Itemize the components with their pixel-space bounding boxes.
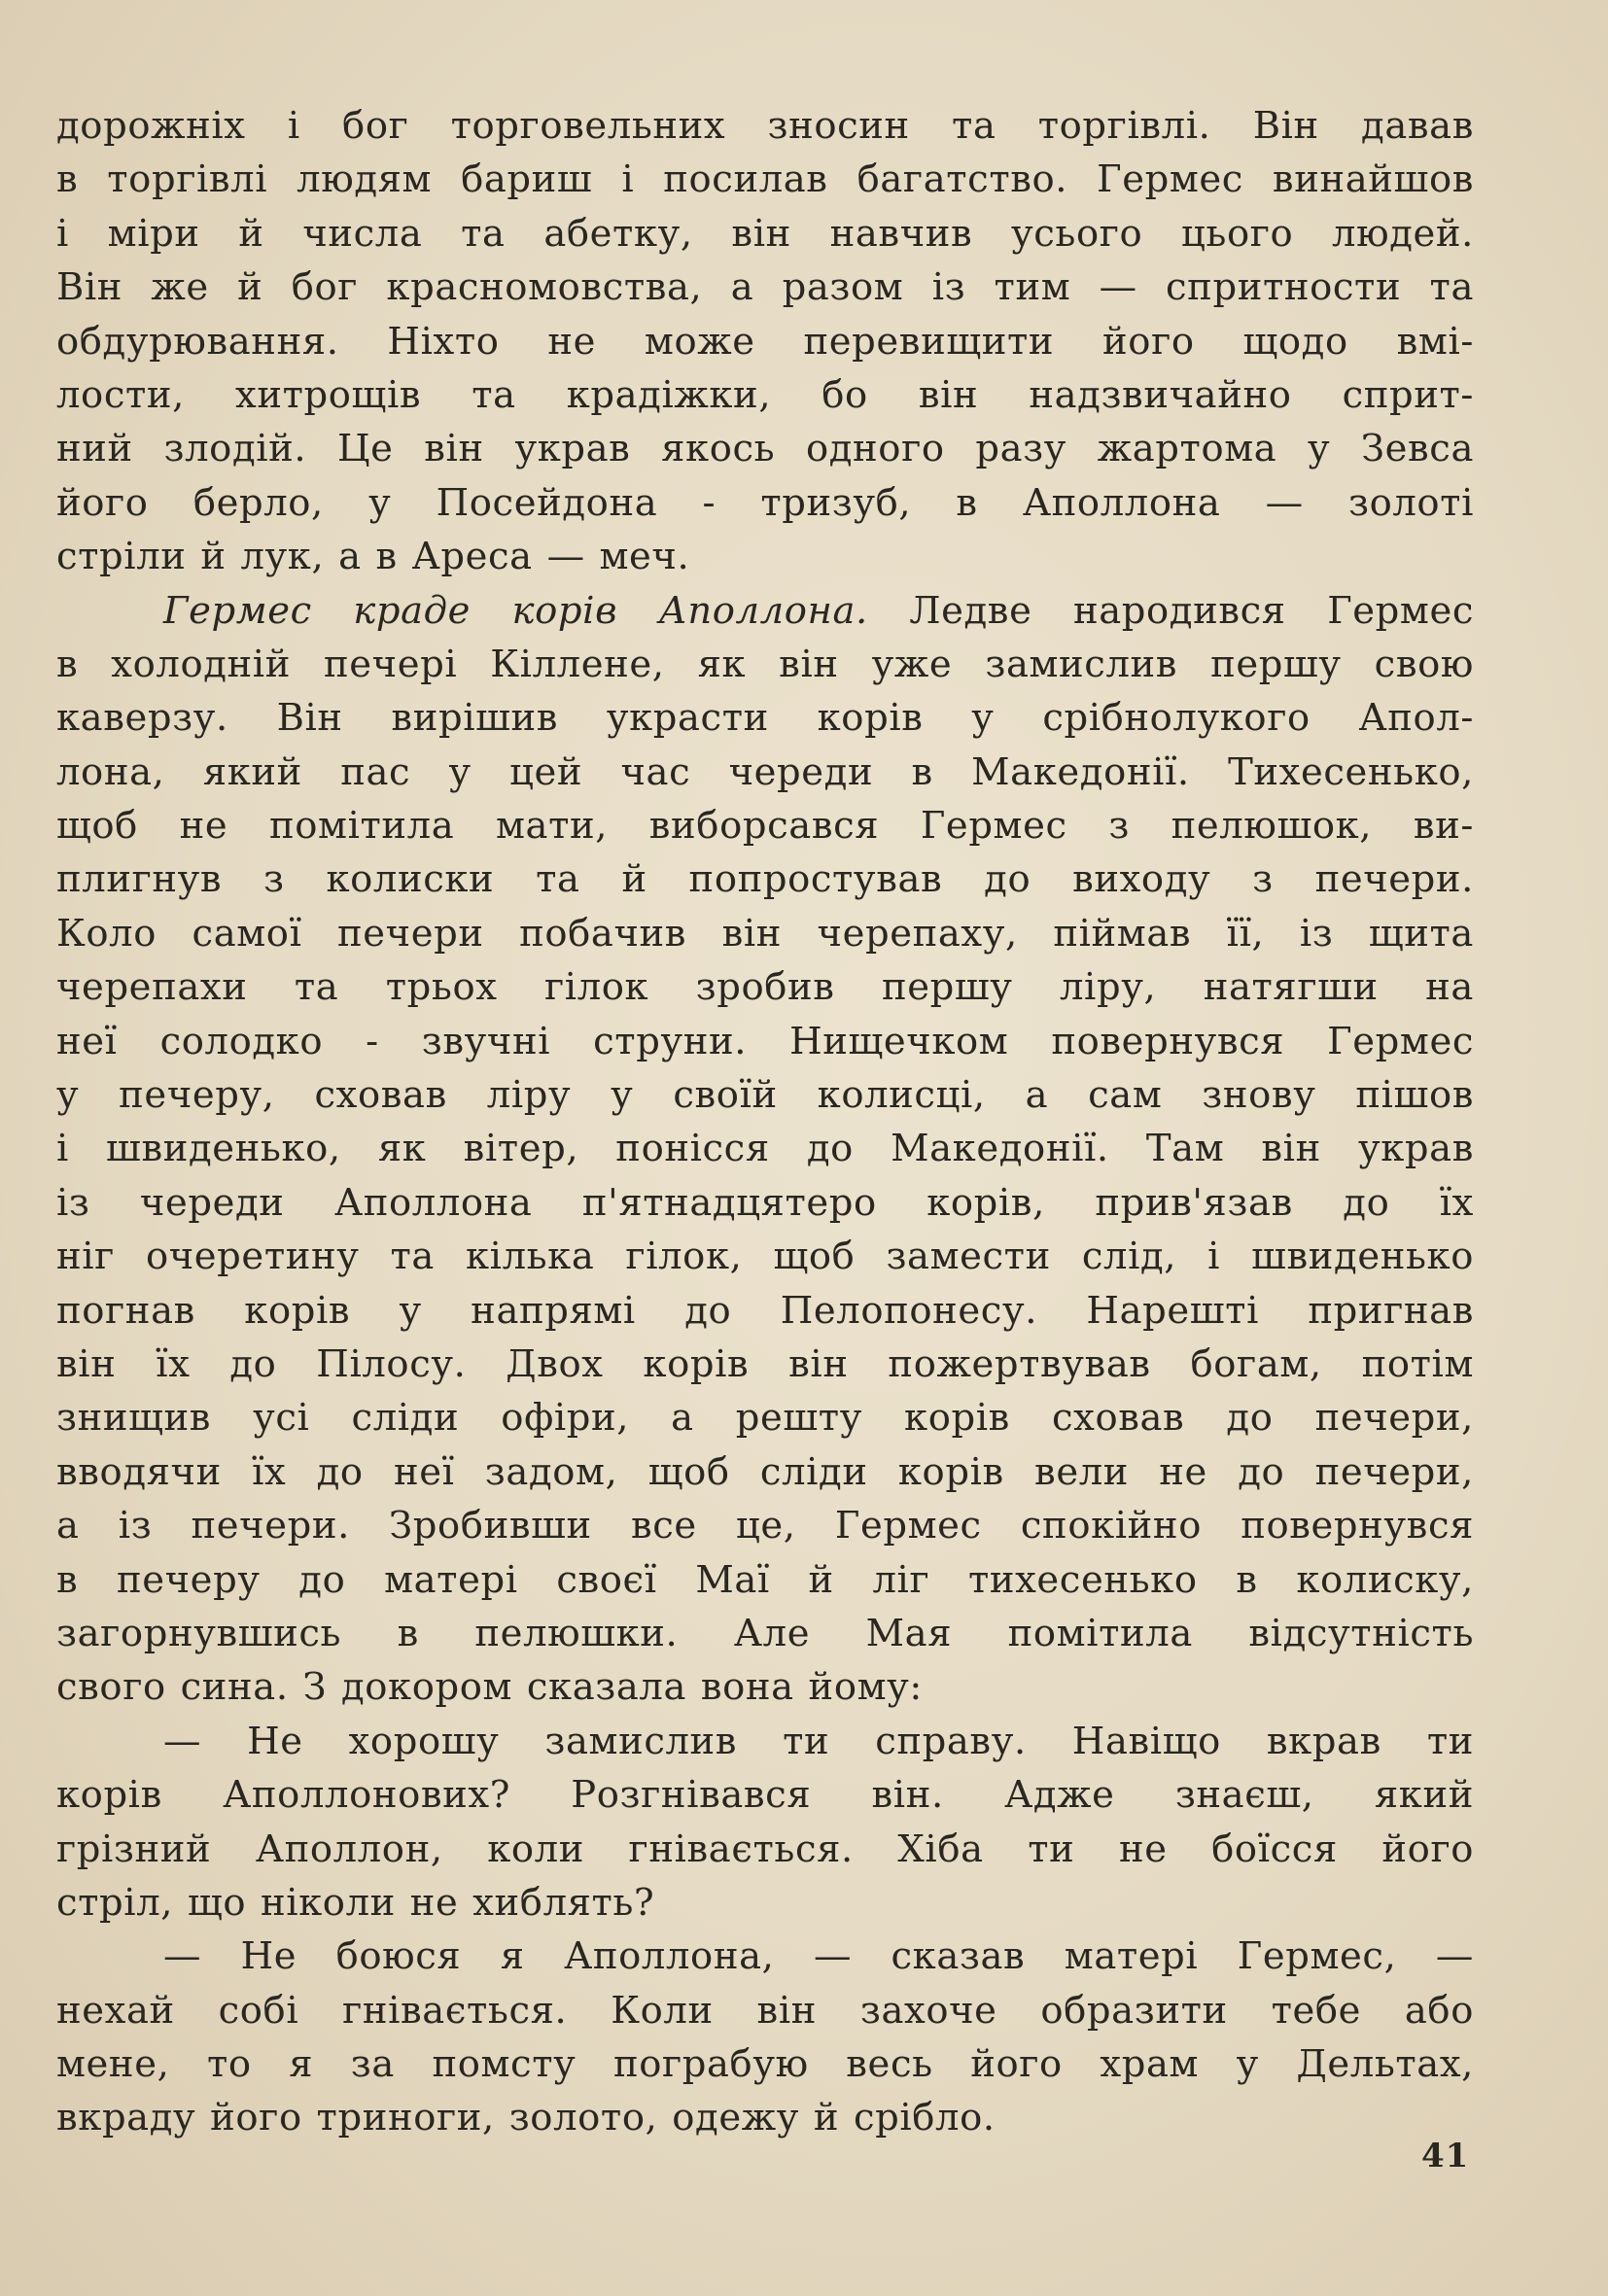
text-line: із череди Аполлона п'ятнадцятеро корів, прив'язав до їх — [56, 1180, 1474, 1225]
section-first-line — [56, 584, 1474, 638]
text-line: Коло самої печери побачив він черепаху, піймав її, із щита — [56, 911, 1474, 956]
text-line: ніг очеретину та кілька гілок, щоб замести слід, і швиденько — [56, 1235, 1474, 1279]
text-line: у печеру, сховав ліру у своїй колисці, а сам знову пішов — [56, 1073, 1474, 1118]
text-line: стріл, що ніколи не хиблять? — [56, 1880, 655, 1925]
section-first-line-rest: Ледве народився Гермес — [909, 588, 1475, 633]
text-line: його берло, у Посейдона - тризуб, в Аполлона — золоті — [56, 480, 1474, 525]
text-line: вводячи їх до неї задом, щоб сліди корів вели не до печери, — [56, 1449, 1474, 1494]
text-line: а із печери. Зробивши все це, Гермес спокійно повернувся — [56, 1504, 1474, 1548]
text-line: погнав корів у напрямі до Пелопонесу. Нарешті пригнав — [56, 1288, 1474, 1333]
section-heading: Гермес краде корів Аполлона. — [163, 588, 868, 633]
text-line: і міри й числа та абетку, він навчив усього цього людей. — [56, 211, 1474, 256]
page-number: 41 — [1421, 2137, 1470, 2175]
text-line: корів Аполлонових? Розгнівався він. Адже знаєш, який — [56, 1773, 1474, 1818]
text-line: ний злодій. Це він украв якось одного разу жартома у Зевса — [56, 427, 1474, 471]
text-line: грізний Аполлон, коли гнівається. Хіба ти не боїсся його — [56, 1826, 1474, 1871]
text-line: щоб не помітила мати, виборсався Гермес з пелюшок, ви- — [56, 804, 1474, 849]
text-line: Він же й бог красномовства, а разом із тим — спритности та — [56, 265, 1474, 310]
text-line: черепахи та трьох гілок зробив першу ліру, натягши на — [56, 965, 1474, 1010]
text-line: мене, то я за помсту пограбую весь його храм у Дельтах, — [56, 2042, 1474, 2087]
text-line: він їх до Пілосу. Двох корів він пожертвував богам, потім — [56, 1341, 1474, 1386]
text-line: і швиденько, як вітер, понісся до Македонії. Там він украв — [56, 1127, 1474, 1171]
text-line: нехай собі гнівається. Коли він захоче образити тебе або — [56, 1988, 1474, 2033]
text-line: плигнув з колиски та й попростував до виходу з печери. — [56, 857, 1474, 902]
dialogue-line: — Не хорошу замислив ти справу. Навіщо вкрав ти — [163, 1719, 1474, 1763]
text-line: лости, хитрощів та крадіжки, бо він надзвичайно сприт- — [56, 372, 1474, 417]
text-line: свого сина. З докором сказала вона йому: — [56, 1665, 923, 1710]
text-line: в печеру до матері своєї Маї й ліг тихесенько в колиску, — [56, 1557, 1474, 1602]
text-line: загорнувшись в пелюшки. Але Мая помітила відсутність — [56, 1611, 1474, 1655]
text-line: обдурювання. Ніхто не може перевищити його щодо вмі- — [56, 319, 1474, 364]
text-line: знищив усі сліди офіри, а решту корів сховав до печери, — [56, 1396, 1474, 1441]
text-line: неї солодко - звучні струни. Нищечком повернувся Гермес — [56, 1019, 1474, 1063]
text-line: каверзу. Він вирішив украсти корів у срібнолукого Апол- — [56, 696, 1474, 741]
text-line: вкраду його триноги, золото, одежу й срібло. — [56, 2096, 996, 2140]
text-line: стріли й лук, а в Ареса — меч. — [56, 535, 690, 579]
page-body-text — [56, 99, 1474, 2145]
dialogue-line: — Не боюся я Аполлона, — сказав матері Гермес, — — [163, 1934, 1474, 1979]
text-line: в холодній печері Кіллене, як він уже замислив першу свою — [56, 642, 1474, 686]
text-line: лона, який пас у цей час череди в Македонії. Тихесенько, — [56, 749, 1474, 794]
text-line: дорожніх і бог торговельних зносин та торгівлі. Він давав — [56, 104, 1474, 148]
text-line: в торгівлі людям бариш і посилав багатство. Гермес винайшов — [56, 157, 1474, 202]
